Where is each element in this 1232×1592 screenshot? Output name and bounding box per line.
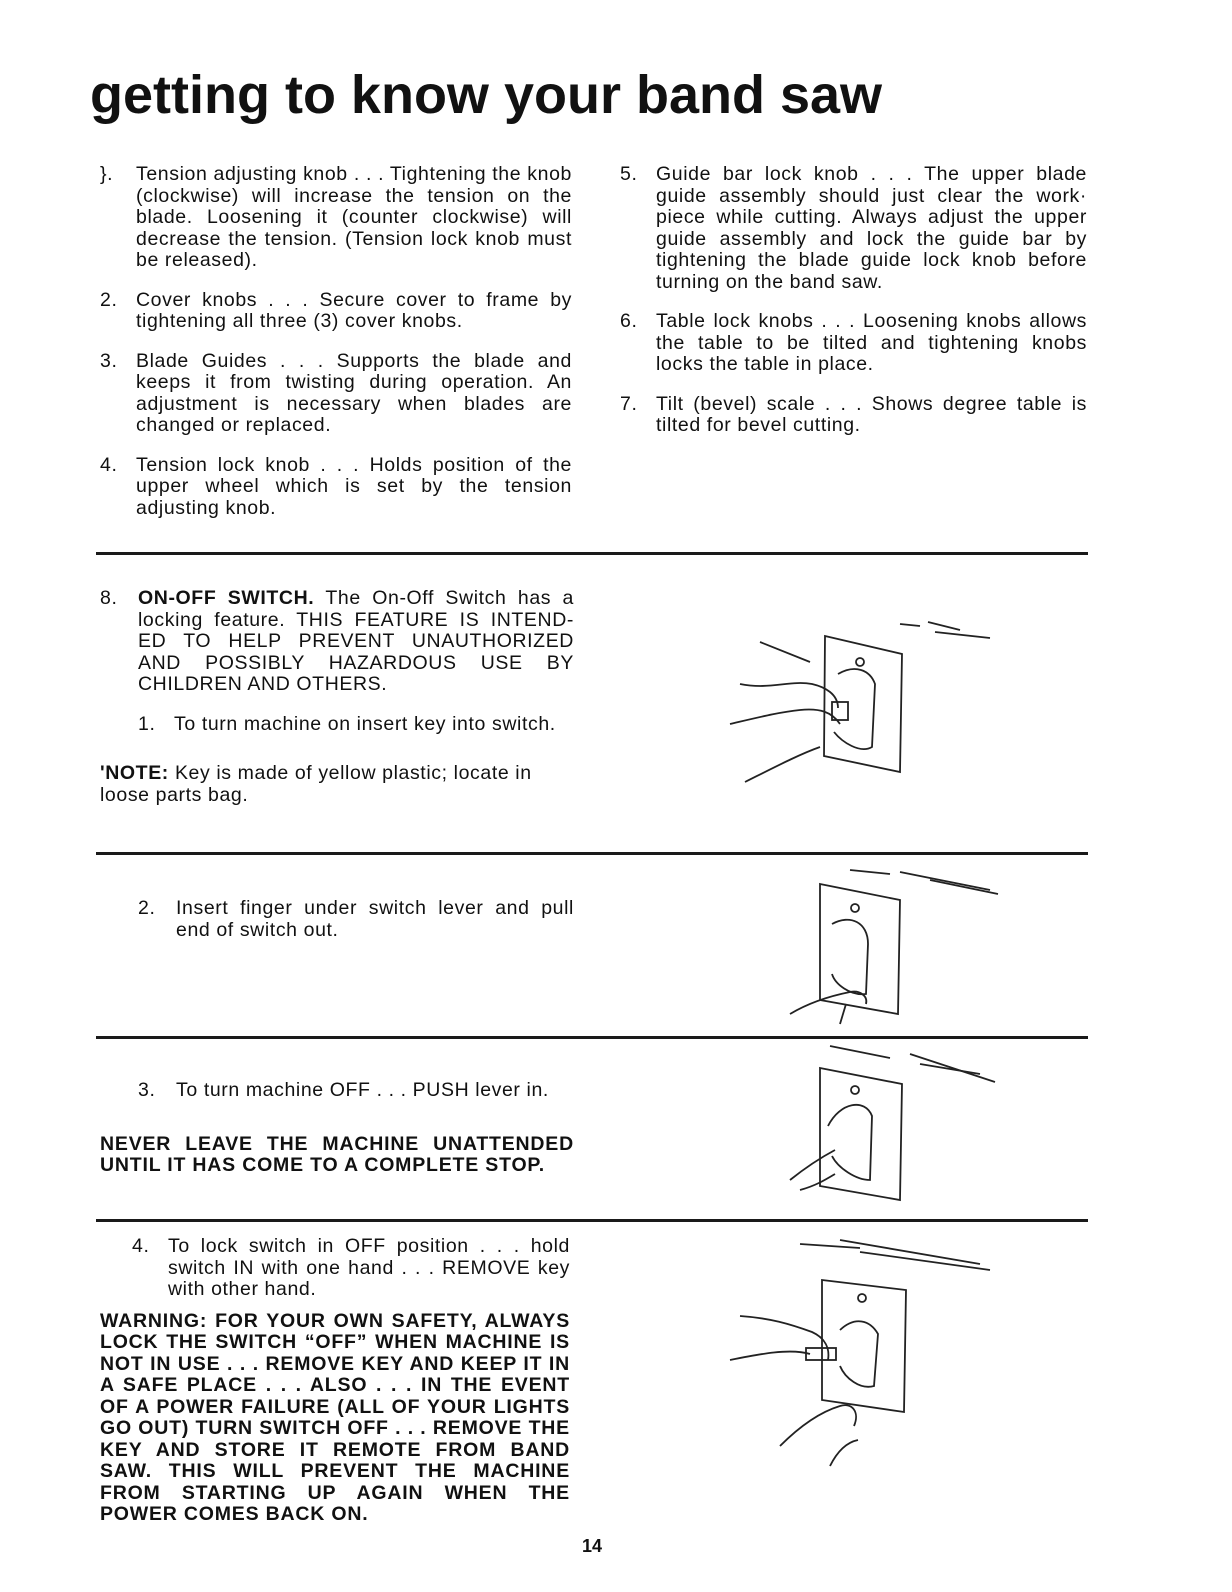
step-text: Insert finger under switch lever and pull end of switch out.	[176, 897, 574, 941]
step-3	[100, 1080, 574, 1177]
list-item	[100, 455, 572, 520]
divider	[96, 1036, 1088, 1039]
step-number: 2.	[138, 897, 156, 919]
divider	[96, 1219, 1088, 1222]
left-column	[100, 164, 572, 537]
switch-pull-illustration	[780, 864, 1010, 1029]
step-text: To lock switch in OFF position . . . hold switch IN with one hand . . . REMOVE key with other hand.	[168, 1235, 570, 1300]
item-number: 2.	[100, 288, 118, 311]
item-number: 6.	[620, 310, 638, 332]
step-number: 1.	[138, 712, 156, 735]
note-text: Key is made of yellow plastic; locate in loose parts bag.	[100, 762, 532, 806]
step-text: To turn machine OFF . . . PUSH lever in.	[176, 1079, 549, 1101]
right-column	[620, 164, 1087, 455]
step-number: 4.	[132, 1235, 150, 1257]
item-text: Table lock knobs . . . Loosening knobs allows the table to be tilted and tightening knobs locks the table in place.	[656, 310, 1087, 375]
item-number: 3.	[100, 349, 118, 372]
switch-push-illustration	[780, 1040, 1010, 1205]
item-text: Tension lock knob . . . Holds position of the upper wheel which is set by the tension adjusting knob.	[136, 453, 572, 519]
list-item	[100, 164, 572, 272]
list-item	[100, 290, 572, 333]
list-item	[620, 164, 1087, 293]
item-number: 8.	[100, 587, 118, 609]
item-text: Tension adjusting knob . . . Tightening the knob (clockwise) will increase the tension on the blade. Loosening it (counter clockwise) will decrease the tension. (Tension lock knob must be released).	[136, 163, 572, 271]
item-text: Guide bar lock knob . . . The upper blade guide assembly should just clear the work· piece while cutting. Always adjust the upper guide assembly and lock the guide bar by tightening the blade guide lock knob before turning on the band saw.	[656, 163, 1087, 293]
divider	[96, 552, 1088, 555]
list-item	[620, 394, 1087, 437]
switch-heading: ON-OFF SWITCH.	[138, 587, 315, 609]
list-item	[620, 311, 1087, 376]
item-text: Cover knobs . . . Secure cover to frame by tightening all three (3) cover knobs.	[136, 288, 572, 332]
step-2	[138, 898, 574, 941]
note-label: 'NOTE:	[100, 762, 169, 784]
switch-key-illustration	[720, 612, 1010, 787]
divider	[96, 852, 1088, 855]
item-number: 7.	[620, 392, 638, 415]
step-number: 3.	[138, 1079, 156, 1101]
item-text: Blade Guides . . . Supports the blade and keeps it from twisting during operation. An adjustment is necessary when blades are changed or replaced.	[136, 349, 572, 436]
page-title: getting to know your band saw	[90, 65, 883, 125]
item-number: 4.	[100, 453, 118, 476]
item-number: 5.	[620, 163, 638, 185]
step-4	[100, 1236, 570, 1526]
step-text: To turn machine on insert key into switch.	[174, 712, 556, 735]
switch-intro: The On-Off Switch has a locking feature. THIS FEATURE IS INTEND-ED TO HELP PREVENT UNAUTHORIZED AND POSSIBLY HAZARDOUS USE BY CHILDREN AND OTHERS.	[138, 587, 575, 695]
unattended-warning: NEVER LEAVE THE MACHINE UNATTENDED UNTIL IT HAS COME TO A COMPLETE STOP.	[100, 1132, 574, 1176]
list-item	[100, 351, 572, 437]
on-off-switch-section	[100, 588, 574, 806]
safety-warning: WARNING: FOR YOUR OWN SAFETY, ALWAYS LOCK THE SWITCH “OFF” WHEN MACHINE IS NOT IN USE . . . REMOVE KEY AND KEEP IT IN A SAFE PLACE . . . ALSO . . . IN THE EVENT OF A POWER FAILURE (ALL OF YOUR LIGHTS GO OUT) TURN SWITCH OFF . . . REMOVE THE KEY AND STORE IT REMOTE FROM BAND SAW. THIS WILL PREVENT THE MACHINE FROM STARTING UP AGAIN WHEN THE POWER COMES BACK ON.	[100, 1309, 570, 1525]
item-number: }.	[100, 163, 114, 185]
switch-lock-illustration	[720, 1236, 1000, 1476]
item-text: Tilt (bevel) scale . . . Shows degree table is tilted for bevel cutting.	[656, 392, 1087, 436]
page-number: 14	[582, 1536, 603, 1556]
